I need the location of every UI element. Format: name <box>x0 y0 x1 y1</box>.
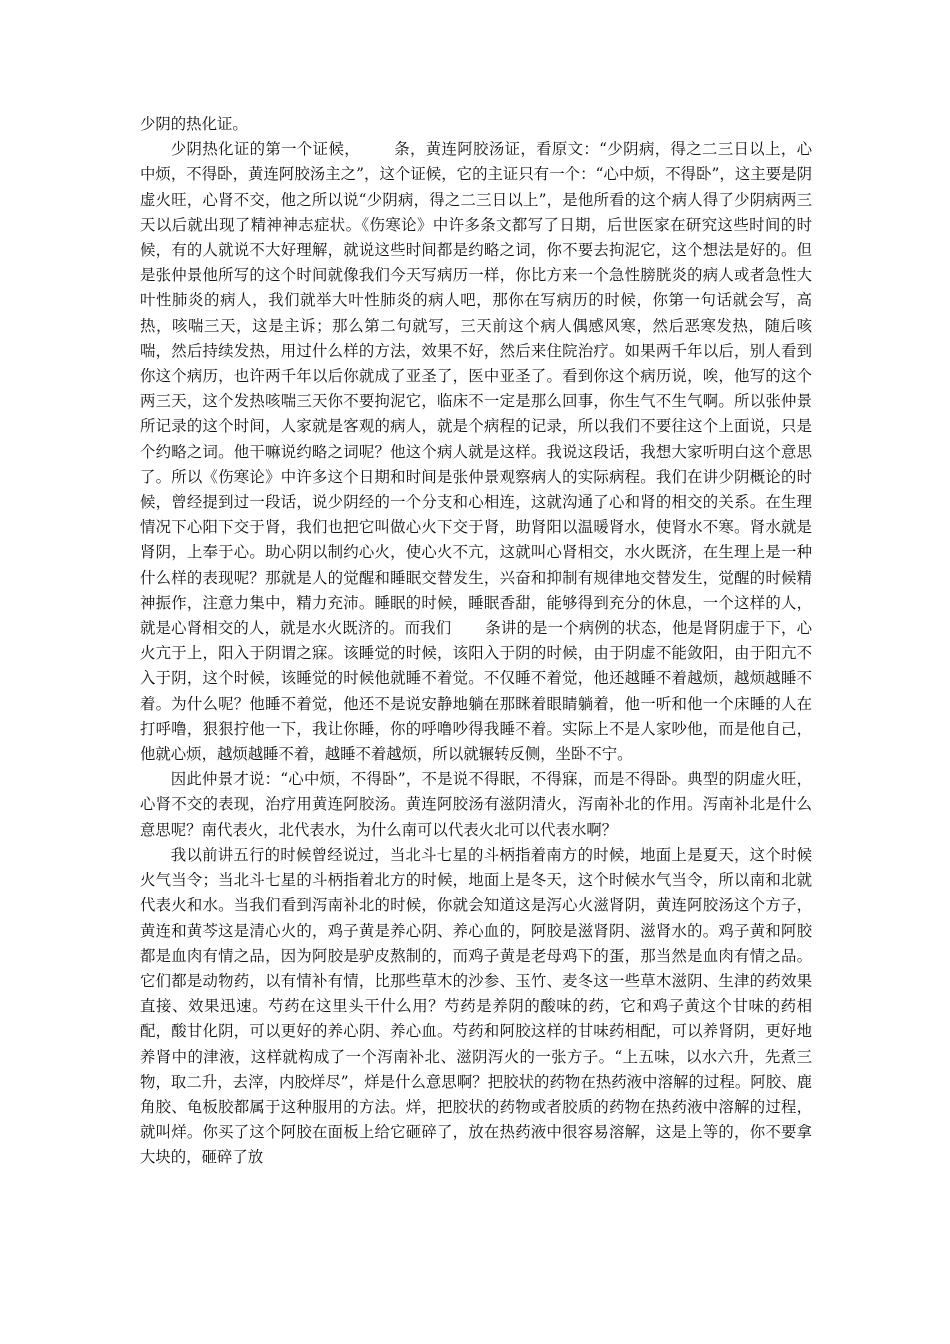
paragraph-1-part-c: 条讲的是一个病例的状态，他是肾阴虚于下，心火亢于上，阳入于阴谓之寐。该睡觉的时候，该阳入于阴的时候，由于阴虚不能敛阳，由于阳亢不入于阴，这个时候，该睡觉的时候他就睡不着觉。不仅睡不着觉，他还越睡不着越烦，越烦越睡不着。为什么呢？他睡不着觉，他还不是说安静地躺在那眯着眼睛躺着，他一听和他一个床睡的人在打呼噜，狠狠拧他一下，我让你睡，你的呼噜吵得我睡不着。实际上不是人家吵他，而是他自己，他就心烦，越烦越睡不着，越睡不着越烦，所以就辗转反侧，坐卧不宁。 <box>140 619 812 764</box>
paragraph-2: 因此仲景才说：“心中烦，不得卧”，不是说不得眠，不得寐，而是不得卧。典型的阴虚火旺，心肾不交的表现，治疗用黄连阿胶汤。黄连阿胶汤有滋阴清火，泻南补北的作用。泻南补北是什么意思呢？南代表火，北代表水，为什么南可以代表火北可以代表水啊？ <box>140 770 812 839</box>
document-body <box>140 112 812 1171</box>
paragraph-3: 我以前讲五行的时候曾经说过，当北斗七星的斗柄指着南方的时候，地面上是夏天，这个时候火气当令；当北斗七星的斗柄指着北方的时候，地面上是冬天，这个时候水气当令，所以南和北就代表火和水。当我们看到泻南补北的时候，你就会知道这是泻心火滋肾阴，黄连阿胶汤这个方子，黄连和黄芩这是清心火的，鸡子黄是养心阴、养心血的，阿胶是滋肾阴、滋肾水的。鸡子黄和阿胶都是血肉有情之品，因为阿胶是驴皮熬制的，而鸡子黄是老母鸡下的蛋，那当然是血肉有情之品。它们都是动物药，以有情补有情，比那些草木的沙参、玉竹、麦冬这一些草木滋阴、生津的药效果直接、效果迅速。芍药在这里头干什么用？芍药是养阴的酸味的药，它和鸡子黄这个甘味的药相配，酸甘化阴，可以更好的养心阴、养心血。芍药和阿胶这样的甘味药相配，可以养肾阴，更好地养肾中的津液，这样就构成了一个泻南补北、滋阴泻火的一张方子。“上五味，以水六升，先煮三物，取二升，去滓，内胶烊尽”，烊是什么意思啊？把胶状的药物在热药液中溶解的过程。阿胶、鹿角胶、龟板胶都属于这种服用的方法。烊，把胶状的药物或者胶质的药物在热药液中溶解的过程，就叫烊。你买了这个阿胶在面板上给它砸碎了，放在热药液中很容易溶解，这是上等的，你不要拿大块的，砸碎了放 <box>140 845 812 1167</box>
paragraph-1-part-b: 条，黄连阿胶汤证，看原文：“少阴病，得之二三日以上，心中烦，不得卧，黄连阿胶汤主之”，这个证候，它的主证只有一个：“心中烦，不得卧”，这主要是阴虚火旺，心肾不交，他之所以说“少阴病，得之二三日以上”，是他所看的这个病人得了少阴病两三天以后就出现了精神神志症状。《伤寒论》中许多条文都写了日期，后世医家在研究这些时间的时候，有的人就说不大好理解，就说这些时间都是约略之词，你不要去拘泥它，这个想法是好的。但是张仲景他所写的这个时间就像我们今天写病历一样，你比方来一个急性膀胱炎的病人或者急性大叶性肺炎的病人，我们就举大叶性肺炎的病人吧，那你在写病历的时候，你第一句话就会写，高热，咳喘三天，这是主诉；那么第二句就写，三天前这个病人偶感风寒，然后恶寒发热，随后咳喘，然后持续发热，用过什么样的方法，效果不好，然后来住院治疗。如果两千年以后，别人看到你这个病历，也许两千年以后你就成了亚圣了，医中亚圣了。看到你这个病历说，唉，他写的这个两三天，这个发热咳喘三天你不要拘泥它，临床不一定是那么回事，你生气不生气啊。所以张仲景所记录的这个时间，人家就是客观的病人，就是个病程的记录，所以我们不要往这个上面说，只是个约略之词。他干嘛说约略之词呢？他这个病人就是这样。我说这段话，我想大家听明白这个意思了。所以《伤寒论》中许多这个日期和时间是张仲景观察病人的实际病程。我们在讲少阴概论的时候，曾经提到过一段话，说少阴经的一个分支和心相连，这就沟通了心和肾的相交的关系。在生理情况下心阳下交于肾，我们也把它叫做心火下交于肾，助肾阳以温暖肾水，使肾水不寒。肾水就是肾阴，上奉于心。助心阴以制约心火，使心火不亢，这就叫心肾相交，水火既济，在生理上是一种什么样的表现呢？那就是人的觉醒和睡眠交替发生，兴奋和抑制有规律地交替发生，觉醒的时候精神振作，注意力集中，精力充沛。睡眠的时候，睡眠香甜，能够得到充分的休息，一个这样的人，就是心肾相交的人，就是水火既济的。而我们 <box>140 140 812 638</box>
paragraph-1 <box>140 137 812 767</box>
paragraph-continuation: 少阴的热化证。 <box>140 115 248 133</box>
paragraph-1-part-a: 少阴热化证的第一个证候， <box>170 140 360 159</box>
